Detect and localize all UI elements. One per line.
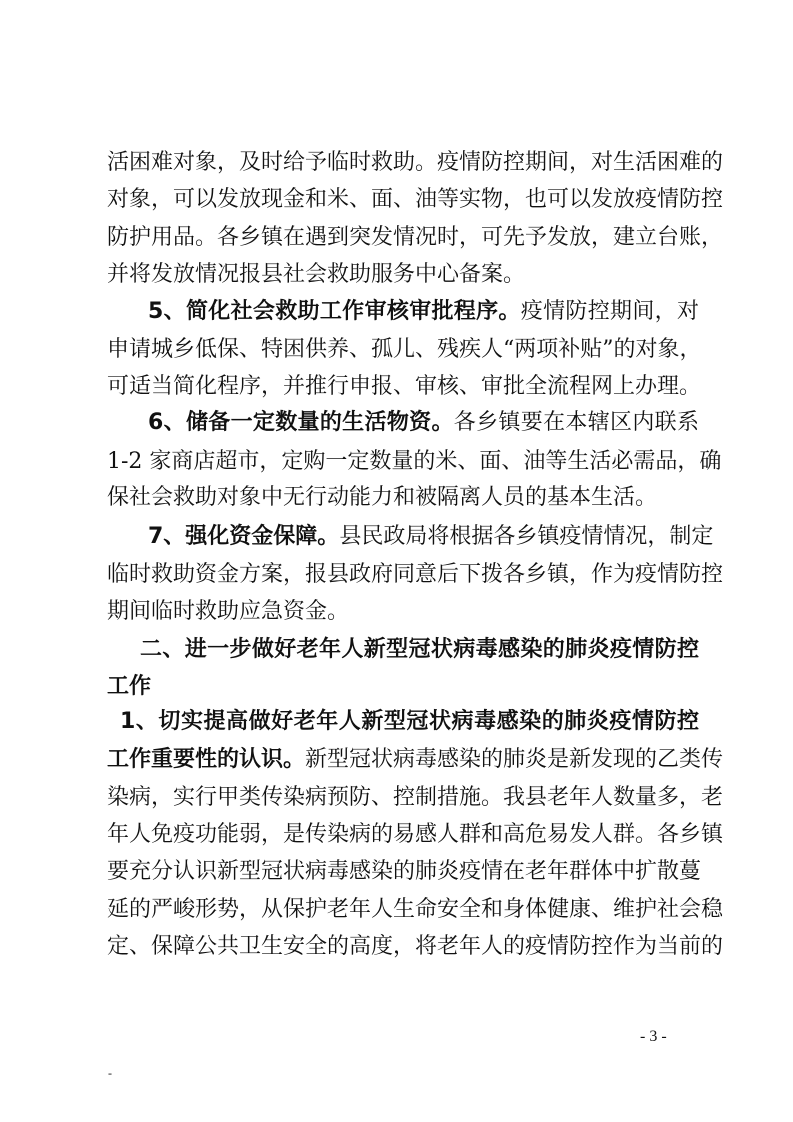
text-line [107, 483, 699, 513]
section-heading-line [120, 707, 699, 737]
text-line [107, 447, 722, 477]
bold-heading-text: 1、切实提高做好老年人新型冠状病毒感染的肺炎疫情防控 [120, 709, 699, 734]
body-text: 疫情防控期间，对 [520, 299, 699, 324]
body-text: 1-2 家商店超市，定购一定数量的米、面、油等生活必需品，确 [107, 449, 722, 474]
text-line [107, 932, 724, 962]
section-heading-line [107, 672, 699, 702]
text-line [107, 597, 699, 627]
text-line [107, 148, 724, 178]
bold-heading-text: 二、进一步做好老年人新型冠状病毒感染的肺炎疫情防控 [140, 637, 699, 662]
body-text: 临时救助资金方案，报县政府同意后下拨各乡镇，作为疫情防控 [107, 562, 724, 587]
text-line [107, 857, 702, 887]
body-text: 延的严峻形势，从保护老年人生命安全和身体健康、维护社会稳 [107, 897, 724, 922]
body-text: 并将发放情况报县社会救助服务中心备案。 [107, 262, 526, 287]
body-text: 要充分认识新型冠状病毒感染的肺炎疫情在老年群体中扩散蔓 [107, 859, 702, 884]
bold-heading-text: 工作重要性的认识。 [107, 747, 306, 772]
text-line [107, 745, 724, 775]
text-line [107, 185, 724, 215]
text-line [107, 335, 702, 365]
body-text: 县民政局将根据各乡镇疫情情况，制定 [339, 524, 714, 549]
body-text: 保社会救助对象中无行动能力和被隔离人员的基本生活。 [107, 485, 658, 510]
section-heading-line [140, 635, 699, 665]
body-text: 对象，可以发放现金和米、面、油等实物，也可以发放疫情防控 [107, 187, 724, 212]
text-line [107, 783, 724, 813]
bold-heading-text: 6、储备一定数量的生活物资。 [148, 410, 454, 435]
body-text: 各乡镇要在本辖区内联系 [453, 410, 699, 435]
bold-heading-text: 7、强化资金保障。 [148, 524, 340, 549]
body-text: 期间临时救助应急资金。 [107, 599, 350, 624]
footer-mark: - [108, 1066, 112, 1080]
body-text: 申请城乡低保、特困供养、孤儿、残疾人“两项补贴”的对象， [107, 337, 702, 362]
body-text: 防护用品。各乡镇在遇到突发情况时，可先予发放，建立台账， [107, 225, 724, 250]
text-line [107, 372, 702, 402]
page-number: - 3 - [640, 1028, 667, 1045]
body-text: 染病，实行甲类传染病预防、控制措施。我县老年人数量多，老 [107, 785, 724, 810]
body-text: 新型冠状病毒感染的肺炎是新发现的乙类传 [305, 747, 724, 772]
text-line [148, 297, 699, 327]
bold-heading-text: 工作 [107, 674, 152, 699]
body-text: 可适当简化程序，并推行申报、审核、审批全流程网上办理。 [107, 374, 702, 399]
text-line [107, 560, 724, 590]
text-line [148, 408, 699, 438]
body-text: 年人免疫功能弱，是传染病的易感人群和高危易发人群。各乡镇 [107, 822, 724, 847]
body-text: 定、保障公共卫生安全的高度，将老年人的疫情防控作为当前的 [107, 934, 724, 959]
text-line [107, 820, 724, 850]
text-line [107, 223, 724, 253]
body-text: 活困难对象，及时给予临时救助。疫情防控期间，对生活困难的 [107, 150, 724, 175]
text-line [107, 895, 724, 925]
text-line [107, 260, 699, 290]
bold-heading-text: 5、简化社会救助工作审核审批程序。 [148, 299, 521, 324]
text-line [148, 522, 714, 552]
